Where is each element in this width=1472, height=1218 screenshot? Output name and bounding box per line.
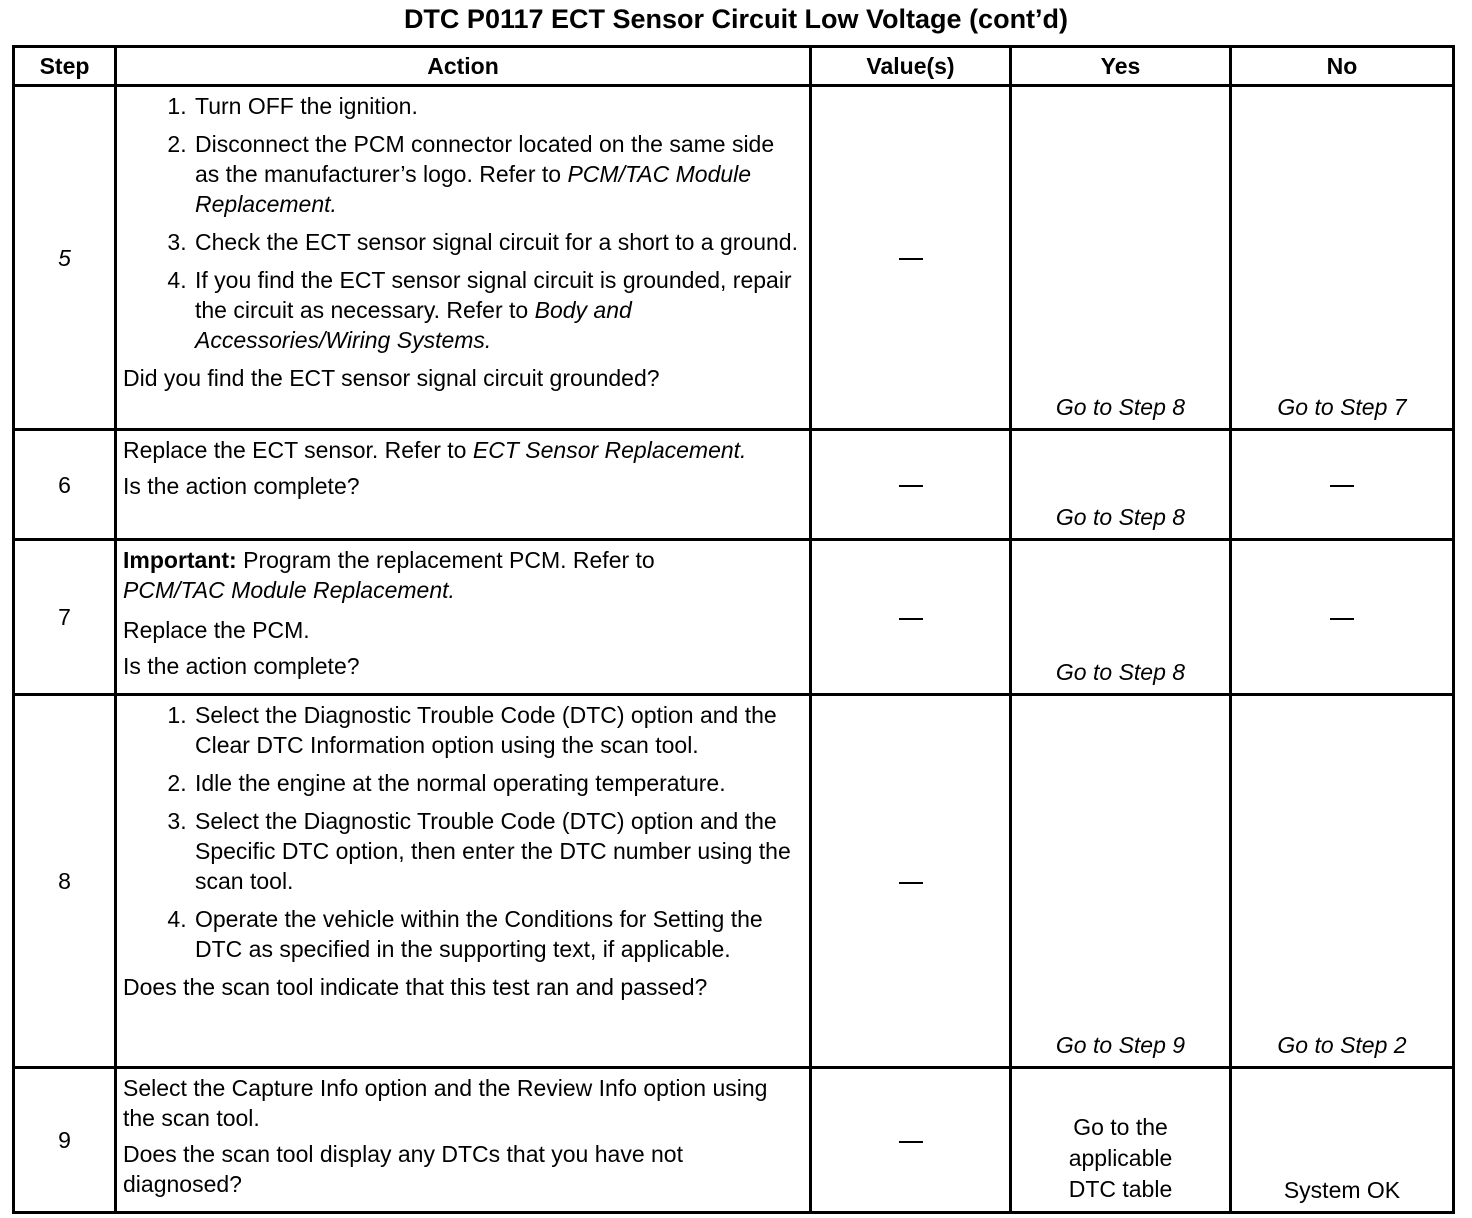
yes-cell: Go to Step 9 — [1011, 695, 1231, 1068]
header-step: Step — [14, 47, 116, 86]
dash-mark — [899, 485, 923, 487]
action-cell — [116, 540, 811, 695]
reference-link: PCM/TAC Module Replacement. — [195, 161, 752, 217]
value-cell — [811, 540, 1011, 695]
dash-mark — [899, 258, 923, 260]
no-cell — [1231, 540, 1454, 695]
dash-mark — [1330, 485, 1354, 487]
action-text: Select the Capture Info option and the Review Info option using the scan tool. — [123, 1075, 768, 1131]
question-text: Does the scan tool indicate that this test ran and passed? — [123, 974, 708, 1000]
dash-mark — [899, 1141, 923, 1143]
header-values: Value(s) — [811, 47, 1011, 86]
dash-mark — [899, 618, 923, 620]
action-cell — [116, 430, 811, 540]
list-item: 1. Select the Diagnostic Trouble Code (DTC) option and the Clear DTC Information option using the scan tool. — [193, 700, 803, 760]
table-row — [14, 695, 1454, 1068]
table-row — [14, 540, 1454, 695]
no-cell: Go to Step 7 — [1231, 86, 1454, 430]
action-cell — [116, 1068, 811, 1213]
important-label: Important: — [123, 547, 237, 573]
no-cell — [1231, 430, 1454, 540]
list-item: 2. Idle the engine at the normal operating temperature. — [193, 768, 803, 798]
important-note: Important: Program the replacement PCM. Refer to PCM/TAC Module Replacement. — [123, 547, 655, 603]
value-cell — [811, 1068, 1011, 1213]
value-cell — [811, 695, 1011, 1068]
yes-cell: Go to Step 8 — [1011, 430, 1231, 540]
list-item: 1. Turn OFF the ignition. — [193, 91, 803, 121]
step-number: 6 — [14, 430, 116, 540]
list-item: 3. Check the ECT sensor signal circuit for a short to a ground. — [193, 227, 803, 257]
header-row — [14, 47, 1454, 86]
value-cell — [811, 430, 1011, 540]
question-text: Is the action complete? — [123, 473, 360, 499]
yes-cell: Go to Step 8 — [1011, 86, 1231, 430]
table-row — [14, 86, 1454, 430]
dash-mark — [1330, 618, 1354, 620]
dash-mark — [899, 882, 923, 884]
page-title: DTC P0117 ECT Sensor Circuit Low Voltage (cont’d) — [403, 4, 1069, 34]
value-cell — [811, 86, 1011, 430]
list-item: 4. Operate the vehicle within the Conditions for Setting the DTC as specified in the supporting text, if applicable. — [193, 904, 803, 964]
table-row — [14, 1068, 1454, 1213]
list-item: 2. Disconnect the PCM connector located on the same side as the manufacturer’s logo. Refer to PCM/TAC Module Replacement. — [193, 129, 803, 219]
header-no: No — [1231, 47, 1454, 86]
step-number: 9 — [14, 1068, 116, 1213]
question-text: Is the action complete? — [123, 653, 360, 679]
reference-link: PCM/TAC Module Replacement. — [123, 577, 455, 603]
step-number: 8 — [14, 695, 116, 1068]
table-row — [14, 430, 1454, 540]
list-item: 4. If you find the ECT sensor signal circuit is grounded, repair the circuit as necessary. Refer to Body and Accessories/Wiring Systems. — [193, 265, 803, 355]
action-cell — [116, 86, 811, 430]
yes-cell: Go to the applicable DTC table — [1011, 1068, 1231, 1213]
action-text: Replace the ECT sensor. Refer to ECT Sensor Replacement. — [123, 437, 747, 463]
reference-link: ECT Sensor Replacement. — [472, 437, 747, 463]
action-list — [123, 91, 803, 355]
diagnostic-table — [12, 45, 1455, 1214]
list-item: 3. Select the Diagnostic Trouble Code (DTC) option and the Specific DTC option, then enter the DTC number using the scan tool. — [193, 806, 803, 896]
question-text: Does the scan tool display any DTCs that you have not diagnosed? — [123, 1141, 683, 1197]
yes-cell: Go to Step 8 — [1011, 540, 1231, 695]
step-number: 7 — [14, 540, 116, 695]
action-list — [123, 700, 803, 964]
header-yes: Yes — [1011, 47, 1231, 86]
action-text: Replace the PCM. — [123, 617, 310, 643]
no-cell: System OK — [1231, 1068, 1454, 1213]
question-text: Did you find the ECT sensor signal circuit grounded? — [123, 365, 660, 391]
no-cell: Go to Step 2 — [1231, 695, 1454, 1068]
header-action: Action — [116, 47, 811, 86]
step-number: 5 — [14, 86, 116, 430]
reference-link: Body and Accessories/Wiring Systems. — [195, 297, 632, 353]
action-cell — [116, 695, 811, 1068]
